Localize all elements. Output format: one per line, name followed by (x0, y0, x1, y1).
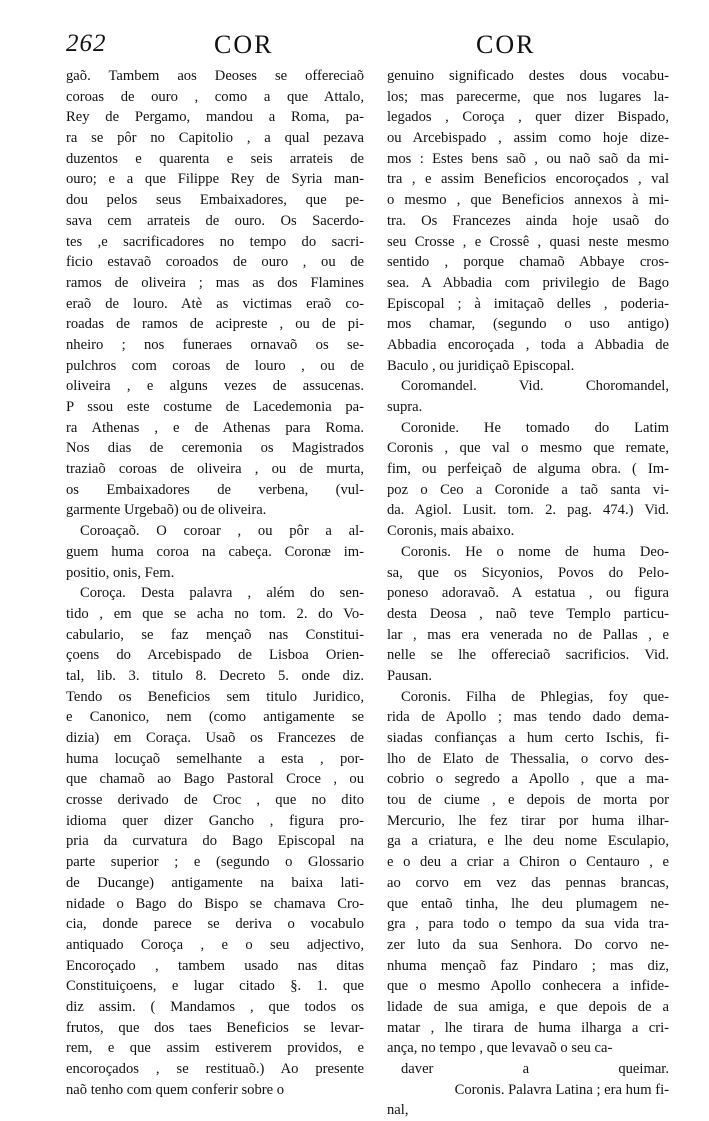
right-column-line: Baculo , ou juridiçaõ Episcopal. (387, 357, 575, 374)
left-column-line: frutos, que dos taes Beneficios se levar- (66, 1019, 364, 1036)
left-column-line: dou pelos seus Embaixadores, que pe- (66, 192, 364, 209)
right-column-line: Coronide. He tomado do Latim (401, 419, 669, 436)
right-column-line: mos chamar, (segundo o uso antigo) (387, 316, 669, 333)
right-column-line: Abbadia encoroçada , toda a Abbadia de (387, 336, 669, 353)
left-column-line: tes ,e sacrificadores no tempo do sacri- (66, 233, 364, 250)
right-column-line: que o mesmo Apollo conhecera a infide- (387, 978, 669, 995)
right-column (387, 66, 669, 1121)
left-column-line: que chamaõ ao Bago Pastoral Croce , ou (66, 771, 364, 788)
left-column-line: dizia) em Coraça. Usaõ os Francezes de (66, 730, 364, 746)
right-column-line: daver a queimar. (401, 1061, 669, 1077)
left-column-line: pulchros com coroas de louro , ou de (66, 357, 364, 374)
right-column-line: tou de ciume , e depois de morta por (387, 792, 669, 809)
right-column-line: e o deu a criar a Chiron o Centauro , e (387, 854, 669, 871)
left-column (66, 66, 364, 1100)
right-column-line: mos : Estes bens saõ , ou naõ saõ da mi- (387, 150, 669, 167)
headword-left: COR (214, 30, 274, 59)
right-column-line: rida de Apollo ; mas tendo dado dema- (387, 709, 669, 726)
right-column-line: matar , lhe tirara de huma ilharga a cri- (387, 1019, 669, 1036)
left-column-line: huma locuçaõ semelhante a esta , por- (66, 750, 364, 767)
left-column-line: idioma quer dizer Gancho , figura pro- (66, 812, 364, 829)
right-column-line: Episcopal ; à imitaçaõ delles , poderia- (387, 295, 669, 312)
left-column-line: eraõ de louro. Atè as victimas eraõ co- (66, 295, 364, 312)
left-column-line: cabulario, se faz mençaõ nas Constitui- (66, 626, 364, 643)
right-column-line: nal, (387, 1102, 409, 1119)
left-column-line: Rey de Pergamo, mandou a Roma, pa- (66, 109, 364, 126)
right-column-line: zer luto da sua Senhora. Do corvo ne- (387, 936, 669, 953)
right-column-line: ou Arcebispado , assim como hoje dize- (387, 130, 669, 147)
right-column-line: desta Deosa , naõ teve Templo particu- (387, 605, 669, 622)
left-column-line: rem, e que assim estiverem providos, e (66, 1040, 364, 1057)
left-column-line: nidade o Bago do Bispo se chamava Cro- (66, 895, 364, 912)
left-column-line: pria da curvatura do Bago Episcopal na (66, 833, 364, 850)
right-column-line: sa, que os Sicyonios, Povos do Pelo- (387, 564, 669, 581)
right-column-line: sea. A Abbadia com privilegio de Bago (387, 274, 669, 291)
right-column-line: Coronis. He o nome de huma Deo- (401, 543, 669, 560)
right-column-line: lar , mas era venerada no de Pallas , e (387, 626, 669, 643)
right-column-line: lho de Elato de Thessalia, o corvo des- (387, 750, 669, 767)
left-column-line: ficio estavaõ coroados de ouro , ou de (66, 254, 364, 271)
left-column-line: oliveira , e alguns vezes de assucenas. (66, 378, 364, 395)
left-column-line: garmente Urgebaõ) ou de oliveira. (66, 502, 267, 519)
left-column-line: roadas de ramos de acipreste , ou de pi- (66, 316, 364, 333)
right-column-line: ao corvo em vez das pennas brancas, (387, 874, 669, 891)
right-column-line: siadas confianças a hum certo Ischis, fi- (387, 730, 669, 746)
right-column-line: ga a criatura, e lhe deu nome Esculapio, (387, 833, 669, 850)
left-column-line: Encoroçado , tambem usado nas ditas (66, 957, 364, 974)
right-column-line: Coronis , que val o mesmo que remate, (387, 440, 669, 457)
left-column-line: ra se pôr no Capitolio , a qual pezava (66, 130, 364, 147)
left-column-line: parte superior ; e (segundo o Glossario (66, 854, 364, 871)
right-column-line: tra , e assim Beneficios encoroçados , val (387, 171, 669, 188)
left-column-line: tal, lib. 3. titulo 8. Decreto 5. onde diz. (66, 667, 364, 684)
right-column-line: o mesmo , que Beneficios annexos à mi- (387, 192, 669, 209)
left-column-line: Nos dias de ceremonia os Magistrados (66, 440, 364, 457)
left-column-line: nheiro ; nos funeraes ornavaõ os se- (66, 336, 364, 353)
left-column-line: os Embaixadores de verbena, (vul- (66, 481, 364, 498)
right-column-line: Mercurio, lhe fez tirar por huma ilhar- (387, 812, 669, 829)
left-column-line: antiquado Coroça , e o seu adjectivo, (66, 936, 364, 953)
right-column-line: lidade de sua amiga, e que depois de a (387, 998, 669, 1015)
right-column-line: los; mas parecerme, que nos lugares la- (387, 88, 669, 105)
left-column-line: coroas de ouro , como a que Attalo, (66, 88, 364, 105)
left-column-line: ra Athenas , e de Athenas para Roma. (66, 419, 364, 436)
left-column-line: traziaõ coroas de oliveira , ou de murta, (66, 461, 364, 478)
left-column-line: Coroça. Desta palavra , além do sen- (80, 585, 364, 602)
left-column-line: çoens do Arcebispado de Lisboa Orien- (66, 647, 364, 664)
left-column-line: encoroçados , se restituaõ.) Ao presente (66, 1061, 364, 1077)
right-column-line: nhuma mençaõ faz Pindaro ; mas diz, (387, 957, 669, 974)
left-column-line: cia, donde parece se deriva o vocabulo (66, 916, 364, 933)
left-column-line: de Ducange) antigamente na baixa lati- (66, 874, 364, 891)
left-column-line: sava cem arrateis de ouro. Os Sacerdo- (66, 212, 364, 229)
left-column-line: gaõ. Tambem aos Deoses se offereciaõ (66, 68, 364, 84)
left-column-line: e Canonico, nem (como antigamente se (66, 709, 364, 726)
left-column-line: guem huma coroa na cabeça. Coronæ im- (66, 543, 364, 560)
right-column-line: gra , para todo o tempo da sua vida tra- (387, 916, 669, 933)
right-column-line: genuino significado destes dous vocabu- (387, 68, 669, 84)
running-header (66, 30, 670, 64)
right-column-line: legados , Coroça , quer dizer Bispado, (387, 109, 669, 126)
right-column-line: tra. Os Francezes ainda hoje usaõ do (387, 212, 669, 229)
right-column-line: Coronis. Filha de Phlegias, foy que- (401, 688, 669, 705)
right-column-line: Coronis. Palavra Latina ; era hum fi- (454, 1081, 669, 1098)
left-column-line: naõ tenho com quem conferir sobre o (66, 1081, 285, 1098)
right-column-line: poneso adoravaõ. A estatua , ou figura (387, 585, 669, 602)
left-column-line: ouro; e a que Filippe Rey de Syria man- (66, 171, 364, 188)
left-column-line: diz assim. ( Mandamos , que todos os (66, 998, 364, 1015)
right-column-line: nelle se lhe offereciaõ sacrificios. Vid. (387, 647, 669, 664)
left-column-line: duzentos e quarenta e seis arrateis de (66, 150, 364, 167)
left-column-line: crosse derivado de Croc , que no dito (66, 792, 364, 809)
right-column-line: seu Crosse , e Crossê , quasi neste mesmo (387, 233, 669, 250)
left-column-line: positio, onis, Fem. (66, 564, 175, 581)
left-column-line: Tendo os Beneficios sem titulo Juridico, (66, 688, 364, 705)
right-column-line: cobrio o segredo a Apollo , que a ma- (387, 771, 669, 788)
left-column-line: Coroaçaõ. O coroar , ou pôr a al- (80, 523, 364, 540)
right-column-line: Pausan. (387, 667, 432, 684)
left-column-line: Constituiçoens, e lugar citado §. 1. que (66, 978, 364, 995)
right-column-line: que entaõ tinha, lhe deu plumagem ne- (387, 895, 669, 912)
left-column-line: P ssou este costume de Lacedemonia pa- (66, 399, 364, 415)
right-column-line: ança, no tempo , que levavaõ o seu ca- (387, 1040, 613, 1057)
right-column-line: poz o Ceo a Coronide a taõ santa vi- (387, 481, 669, 498)
left-column-line: tido , em que se acha no tom. 2. do Vo- (66, 605, 364, 622)
headword-right: COR (476, 30, 536, 59)
right-column-line: fim, ou perfeiçaõ de alguma obra. ( Im- (387, 461, 669, 478)
page-number: 262 (66, 30, 107, 57)
right-column-line: supra. (387, 399, 423, 415)
right-column-line: da. Agiol. Lusit. tom. 2. pag. 474.) Vid. (387, 502, 669, 519)
right-column-line: sentido , porque chamaõ Abbaye cros- (387, 254, 669, 271)
right-column-line: Coromandel. Vid. Choromandel, (401, 378, 669, 395)
left-column-line: ramos de oliveira ; mas as dos Flamines (66, 274, 364, 291)
right-column-line: Coronis, mais abaixo. (387, 523, 515, 540)
